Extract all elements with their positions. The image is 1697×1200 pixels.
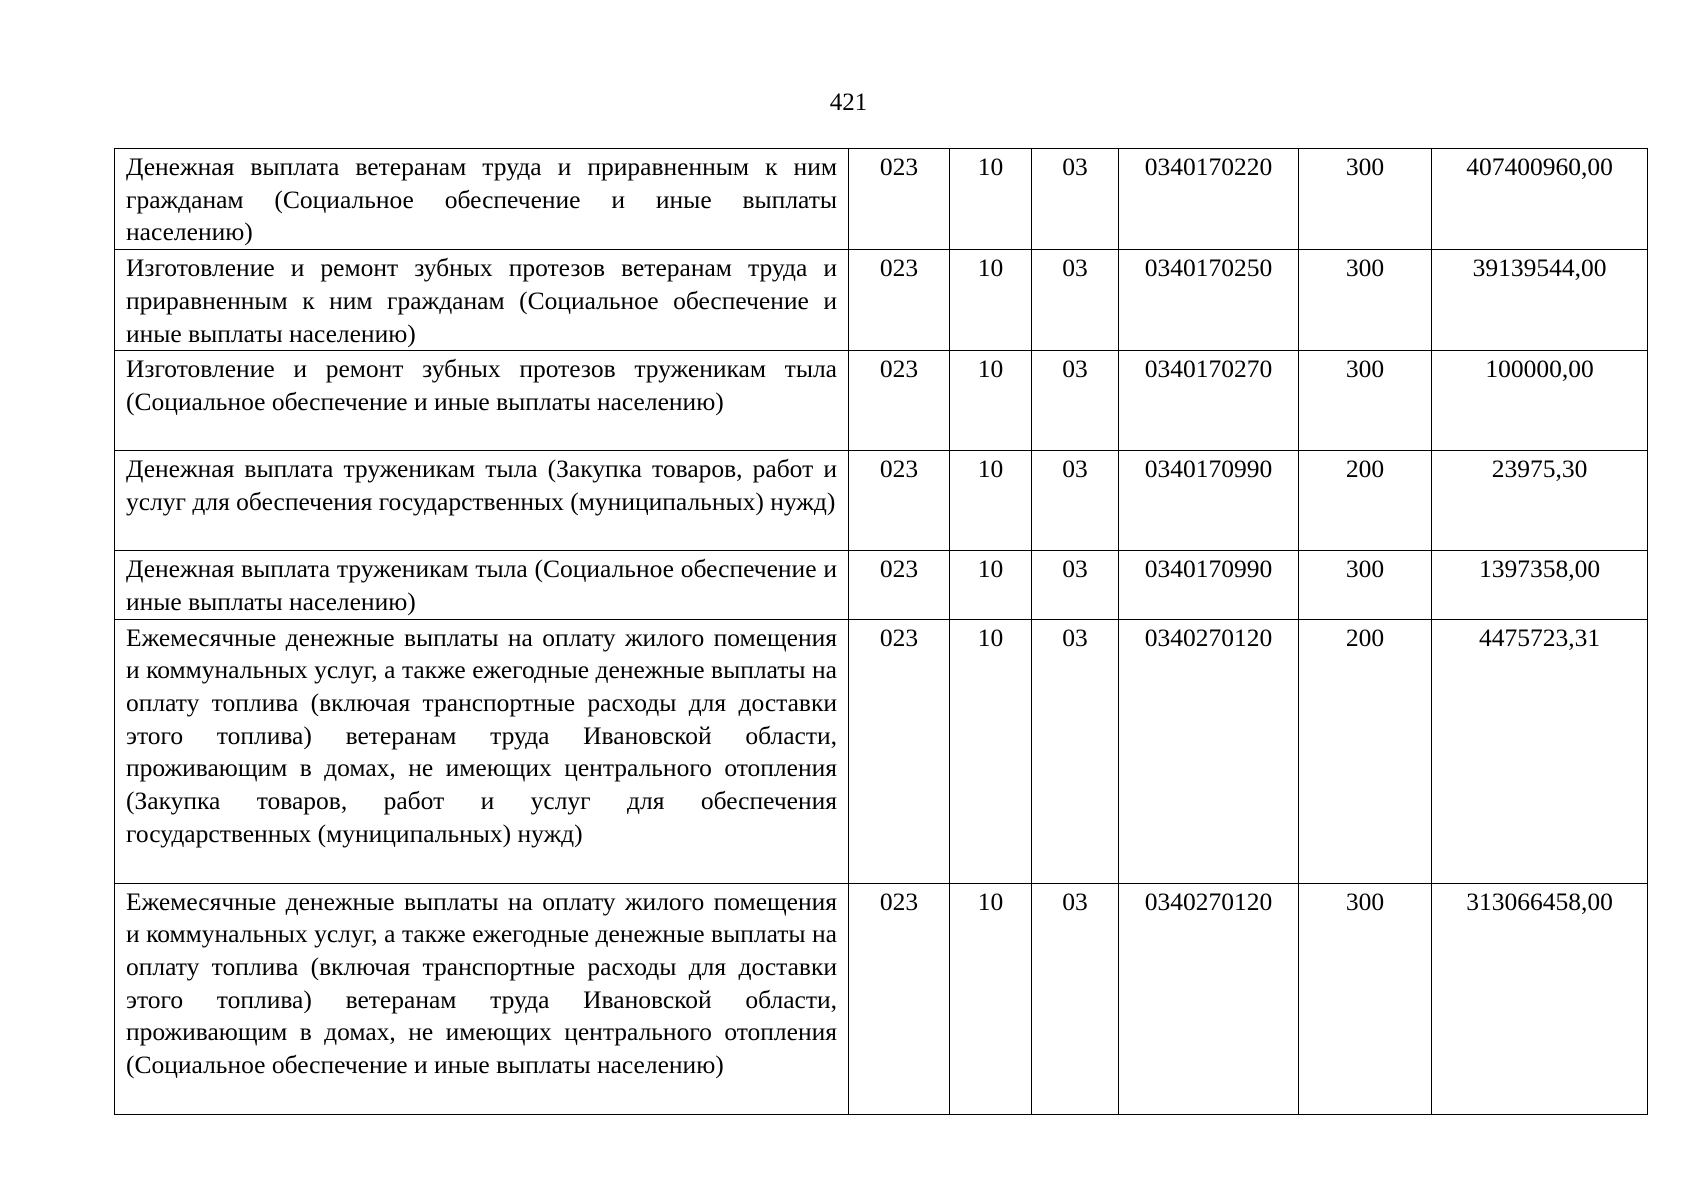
table-row [115, 250, 1648, 351]
row-description: Ежемесячные денежные выплаты на оплату жилого помещения и коммунальных услуг, а также ежегодные денежные выплаты на оплату топлива (включая транспортные расходы для доставки этого топлива) ветеранам труда Ивановской области, проживающим в домах, не имеющих центрального отопления (Закупка товаров, работ и услуг для обеспечения государственных (муниципальных) нужд) [115, 619, 849, 883]
target-article-code: 0340170990 [1119, 551, 1299, 619]
amount-value: 313066458,00 [1432, 883, 1648, 1114]
subsection-code: 03 [1032, 551, 1119, 619]
expense-type-code: 200 [1299, 619, 1432, 883]
amount-value: 407400960,00 [1432, 149, 1648, 250]
row-description: Изготовление и ремонт зубных протезов ветеранам труда и приравненным к ним гражданам (Социальное обеспечение и иные выплаты населению) [115, 250, 849, 351]
target-article-code: 0340170220 [1119, 149, 1299, 250]
subsection-code: 03 [1032, 883, 1119, 1114]
subsection-code: 03 [1032, 351, 1119, 451]
amount-value: 4475723,31 [1432, 619, 1648, 883]
expense-type-code: 300 [1299, 551, 1432, 619]
expense-type-code: 300 [1299, 351, 1432, 451]
expense-type-code: 200 [1299, 451, 1432, 551]
table-row [115, 451, 1648, 551]
ministry-code: 023 [849, 250, 950, 351]
amount-value: 23975,30 [1432, 451, 1648, 551]
table-row [115, 149, 1648, 250]
target-article-code: 0340270120 [1119, 619, 1299, 883]
section-code: 10 [950, 619, 1032, 883]
subsection-code: 03 [1032, 250, 1119, 351]
section-code: 10 [950, 883, 1032, 1114]
row-description: Денежная выплата труженикам тыла (Социальное обеспечение и иные выплаты населению) [115, 551, 849, 619]
page-number: 421 [829, 89, 868, 116]
budget-table [114, 148, 1648, 1115]
row-description: Изготовление и ремонт зубных протезов труженикам тыла (Социальное обеспечение и иные выплаты населению) [115, 351, 849, 451]
target-article-code: 0340270120 [1119, 883, 1299, 1114]
section-code: 10 [950, 351, 1032, 451]
subsection-code: 03 [1032, 451, 1119, 551]
table-row [115, 883, 1648, 1114]
subsection-code: 03 [1032, 149, 1119, 250]
row-description: Ежемесячные денежные выплаты на оплату жилого помещения и коммунальных услуг, а также ежегодные денежные выплаты на оплату топлива (включая транспортные расходы для доставки этого топлива) ветеранам труда Ивановской области, проживающим в домах, не имеющих центрального отопления (Социальное обеспечение и иные выплаты населению) [115, 883, 849, 1114]
ministry-code: 023 [849, 883, 950, 1114]
ministry-code: 023 [849, 451, 950, 551]
row-description: Денежная выплата ветеранам труда и приравненным к ним гражданам (Социальное обеспечение и иные выплаты населению) [115, 149, 849, 250]
amount-value: 39139544,00 [1432, 250, 1648, 351]
target-article-code: 0340170990 [1119, 451, 1299, 551]
ministry-code: 023 [849, 149, 950, 250]
table-row [115, 351, 1648, 451]
section-code: 10 [950, 149, 1032, 250]
amount-value: 100000,00 [1432, 351, 1648, 451]
budget-table-body [115, 149, 1648, 1115]
ministry-code: 023 [849, 551, 950, 619]
section-code: 10 [950, 451, 1032, 551]
target-article-code: 0340170250 [1119, 250, 1299, 351]
expense-type-code: 300 [1299, 250, 1432, 351]
section-code: 10 [950, 250, 1032, 351]
ministry-code: 023 [849, 351, 950, 451]
expense-type-code: 300 [1299, 149, 1432, 250]
table-row [115, 619, 1648, 883]
target-article-code: 0340170270 [1119, 351, 1299, 451]
subsection-code: 03 [1032, 619, 1119, 883]
row-description: Денежная выплата труженикам тыла (Закупка товаров, работ и услуг для обеспечения государственных (муниципальных) нужд) [115, 451, 849, 551]
table-row [115, 551, 1648, 619]
amount-value: 1397358,00 [1432, 551, 1648, 619]
expense-type-code: 300 [1299, 883, 1432, 1114]
ministry-code: 023 [849, 619, 950, 883]
section-code: 10 [950, 551, 1032, 619]
